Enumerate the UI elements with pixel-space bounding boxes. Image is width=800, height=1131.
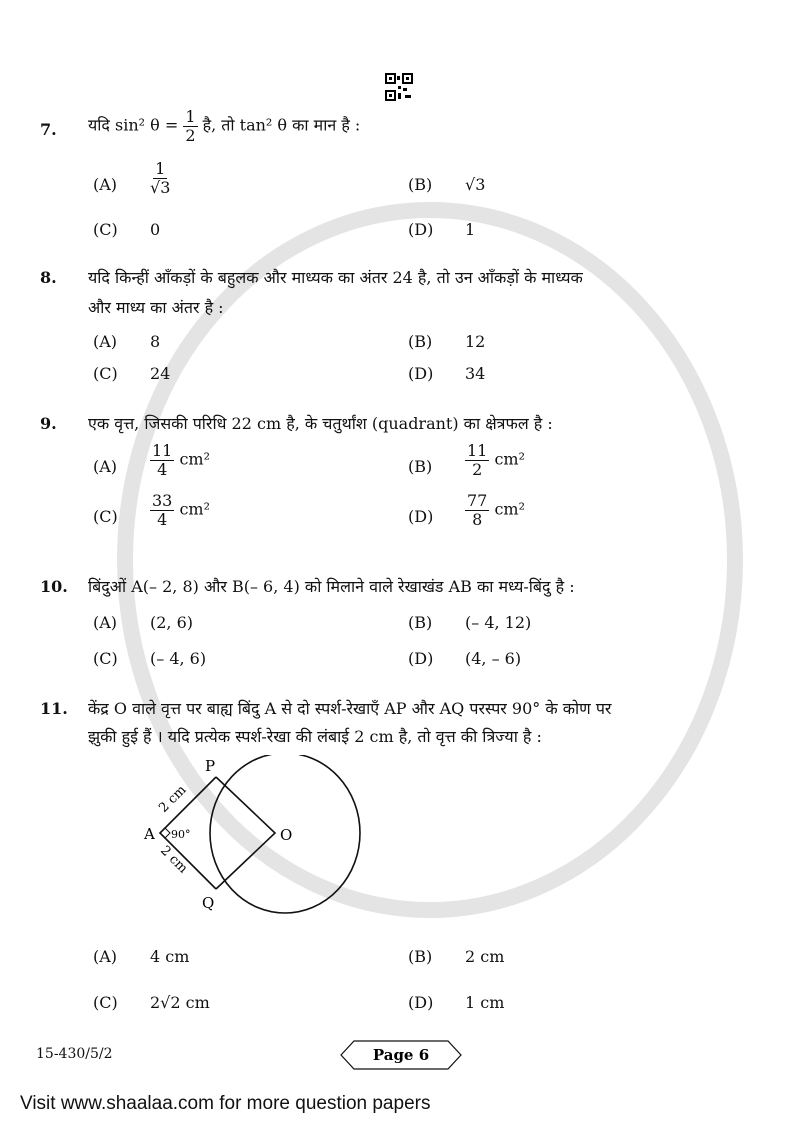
question-number: 7. xyxy=(40,120,57,139)
label-q: Q xyxy=(202,894,215,912)
option-label: (A) xyxy=(93,613,118,632)
option-label: (C) xyxy=(93,507,118,526)
label-ap-length: 2 cm xyxy=(156,782,190,816)
option-value: 1 cm xyxy=(465,993,505,1012)
question-number: 9. xyxy=(40,414,57,433)
fraction xyxy=(183,108,197,144)
tangent-circle-diagram xyxy=(140,755,370,915)
option-value: 1 xyxy=(465,220,476,239)
question-text: झुकी हुई हैं । यदि प्रत्येक स्पर्श-रेखा की लंबाई 2 cm है, तो वृत्त की त्रिज्या है : xyxy=(88,727,542,746)
option-value: (4, – 6) xyxy=(465,649,522,668)
option-label: (D) xyxy=(408,507,434,526)
question-text: बिंदुओं A(– 2, 8) और B(– 6, 4) को मिलाने वाले रेखाखंड AB का मध्य-बिंदु है : xyxy=(88,577,575,596)
option-value: √3 xyxy=(465,175,486,194)
option-value: 34 xyxy=(465,364,486,383)
option-value: $\frac{77}{8}$ cm² xyxy=(467,491,525,529)
question-text: एक वृत्त, जिसकी परिधि 22 cm है, के चतुर्थांश (quadrant) का क्षेत्रफल है : xyxy=(88,414,553,433)
option-value: 4 cm xyxy=(150,947,190,966)
option-label: (D) xyxy=(408,364,434,383)
option-label: (B) xyxy=(408,947,433,966)
label-a: A xyxy=(144,825,155,843)
option-value: (2, 6) xyxy=(150,613,194,632)
fraction-numerator: 1 xyxy=(185,107,196,126)
option-label: (B) xyxy=(408,613,433,632)
option-label: (C) xyxy=(93,220,118,239)
question-number: 10. xyxy=(40,577,68,596)
option-value: 24 xyxy=(150,364,171,383)
visit-link-text[interactable]: Visit www.shaalaa.com for more question papers xyxy=(20,1093,431,1114)
option-label: (D) xyxy=(408,220,434,239)
option-label: (D) xyxy=(408,649,434,668)
option-label: (D) xyxy=(408,993,434,1012)
option-value: 2√2 cm xyxy=(150,993,210,1012)
option-label: (A) xyxy=(93,947,118,966)
option-label: (A) xyxy=(93,332,118,351)
question-text: और माध्य का अंतर है : xyxy=(88,298,224,317)
question-number: 11. xyxy=(40,699,68,718)
question-text-end: है, तो tan² θ का मान है : xyxy=(197,115,361,135)
option-value: (– 4, 12) xyxy=(465,613,532,632)
question-text: यदि किन्हीं आँकड़ों के बहुलक और माध्यक का अंतर 24 है, तो उन आँकड़ों के माध्यक xyxy=(88,268,583,287)
option-value: $\frac{11}{2}$ cm² xyxy=(467,441,525,479)
option-value: (– 4, 6) xyxy=(150,649,207,668)
label-angle: 90° xyxy=(171,828,191,841)
page-number: Page 6 xyxy=(372,1046,430,1064)
option-label: (A) xyxy=(93,175,118,194)
label-o: O xyxy=(280,826,293,844)
question-text xyxy=(88,108,360,144)
option-label: (C) xyxy=(93,649,118,668)
option-value: 0 xyxy=(150,220,161,239)
option-value: $\frac{11}{4}$ cm² xyxy=(152,441,210,479)
question-text: केंद्र O वाले वृत्त पर बाह्य बिंदु A से दो स्पर्श-रेखाएँ AP और AQ परस्पर 90° के कोण पर xyxy=(88,699,612,718)
label-p: P xyxy=(205,757,216,775)
question-text-start: यदि sin² θ = xyxy=(88,115,184,135)
option-value: $\frac{33}{4}$ cm² xyxy=(152,491,210,529)
option-label: (C) xyxy=(93,364,118,383)
option-label: (B) xyxy=(408,332,433,351)
option-label: (C) xyxy=(93,993,118,1012)
page-number-badge xyxy=(340,1040,462,1070)
option-value: 2 cm xyxy=(465,947,505,966)
paper-code: 15-430/5/2 xyxy=(36,1046,113,1062)
fraction-denominator: 2 xyxy=(185,125,196,145)
question-number: 8. xyxy=(40,268,57,287)
option-label: (B) xyxy=(408,457,433,476)
option-value: $\frac{1}{√3}$ xyxy=(150,159,171,197)
option-value: 8 xyxy=(150,332,161,351)
qr-code-icon xyxy=(385,73,413,101)
option-label: (B) xyxy=(408,175,433,194)
option-label: (A) xyxy=(93,457,118,476)
option-value: 12 xyxy=(465,332,486,351)
label-aq-length: 2 cm xyxy=(157,843,191,877)
